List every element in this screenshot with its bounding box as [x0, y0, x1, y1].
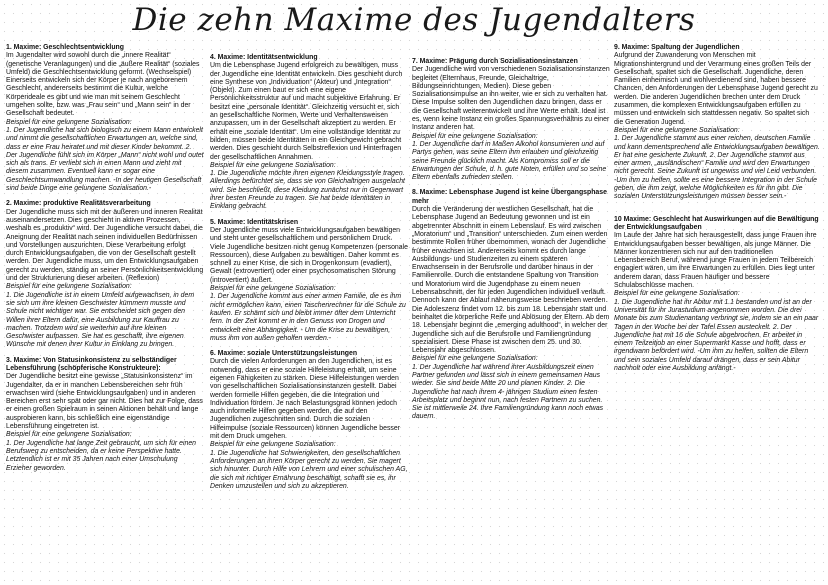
maxim-heading: 9. Maxime: Spaltung der Jugendlichen: [614, 44, 740, 51]
maxim-heading: 3. Maxime: Von Statusinkonsistenz zu selbständiger Lebensführung (schöpferische Konstrukteure):: [6, 356, 177, 372]
maxim-heading: 7. Maxime: Prägung durch Sozialisationsinstanzen: [412, 58, 578, 65]
example-text: 1. Die Jugendliche möchte ihren eigenen Kleidungsstyle tragen. Allerdings befürchtet sie, dass sie von Gleichaltrigen ausgelacht wird. Sie beschließt, diese Kleidung zunächst nur in Gegenwart ihrer besten Freunde zu tragen. Sie hat beide Identitäten in Einklang gebracht.: [210, 170, 405, 211]
maxim-6: [210, 350, 408, 491]
maxim-3: [6, 357, 204, 473]
example-label: Beispiel für eine gelungene Sozialisation:: [210, 285, 336, 293]
example-label: Beispiel für eine gelungene Sozialisation:: [6, 118, 132, 126]
maxim-2: [6, 200, 204, 349]
maxim-body: Im Jugendalter wird sowohl durch die „innere Realität“ (genetische Veranlagungen) und die „äußere Realität“ (soziales Umfeld) die Geschlechtsentwicklung geformt. (Wechselspiel) Einerseits entwickeln sich der Körper je nach angeborenem Geschlecht, andererseits bestimmt die Kultur, welche Körperideale es gibt und wie man mit seinem Geschlecht umgehen sollte, bzw. was „Frau sein“ und „Mann sein“ in der Gesellschaft bedeutet.: [6, 52, 200, 118]
example-label: Beispiel für eine gelungene Sozialisation:: [412, 132, 538, 140]
maxim-body: Der Jugendliche wird von verschiedenen Sozialisationsinstanzen begleitet (Elternhaus, Freunde, Gleichaltrige, Bildungseinrichtungen, Medien). Diese geben Sozialisationsimpulse an ihn weiter, wie er sich zu verhalten hat. Diese Impulse sollten den Jugendlichen dazu bringen, dass er die Gesellschaft weiterentwickelt und ihre Werte erhält. Ideal ist es, wenn keine Instanz ein großes Spannungsverhältnis zu einer Instanz anderen hat.: [412, 66, 610, 132]
example-text: 1. Der Jugendliche hat während ihrer Ausbildungszeit einen Partner gefunden und lässt sich in einem gemeinsamen Haus wieder. Sie sind beide Mitte 20 und planen Kinder. 2. Die Jugendliche hat nach ihrem 4- jährigen Studium einen festen Arbeitsplatz und beginnt nun, nach festen Partnern zu suchen. Sie ist mittlerweile 24. Ihre Familiengründung kann noch etwas dauern.: [412, 363, 604, 421]
column-3: [412, 58, 610, 429]
maxim-10: [614, 216, 820, 374]
example-text: 1. Die Jugendliche ist in einem Umfeld aufgewachsen, in dem sie sich um ihre kleinen Geschwister kümmern musste und Schule nicht wichtiger war. Sie entscheidet sich gegen den Willen ihrer Eltern dafür, eine Ausbildung zur Kauffrau zu machen. Trotzdem wird sie weiterhin auf ihre kleinen Geschwister aufpassen. Sie hat es geschafft, ihre eigenen Wünsche mit denen ihrer Kultur in Einklang zu bringen.: [6, 291, 195, 349]
maxim-body: Aufgrund der Zuwanderung von Menschen mit Migrationshintergrund und der Verarmung eines großen Teils der Gesellschaft, spaltet sich die Gesellschaft. Jugendliche, deren Familien einheimisch und wohlverdienend sind, haben bessere Chancen, den Anforderungen der Lebensphase Jugend gerecht zu werden. Die anderen Jugendlichen brechen unter dem Druck zusammen, die komplexen Entwicklungsaufgaben erfüllen zu müssen und entwickeln sich stattdessen negativ. So spaltet sich die Generation Jugend.: [614, 52, 818, 126]
maxim-heading: 10 Maxime: Geschlecht hat Auswirkungen auf die Bewältigung der Entwicklungsaufgaben: [614, 215, 819, 231]
maxim-heading: 2. Maxime: produktive Realitätsverarbeitung: [6, 200, 151, 208]
example-text: 1. Die Jugendliche hat ihr Abitur mit 1.1 bestanden und ist an der Universität für ihr Jurastudium angenommen worden. Die drei Monate bis zum Studienantang verbringt sie, indem sie an ein paar Tagen in der Woche bei der Tafel Essen austeckelt. 2. Der Jugendliche hat mit 16 die Schule abgebrochen. Er arbeitet in einem Teilzeitjob an einer Supermarkt Kasse und hofft, dass er irgendwann befördert wird. -Um ihm zu helfen, sollten die Eltern und sein soziales Umfeld darauf drängen, dass er sein Abitur nachholt oder eine Ausbildung anfängt.-: [614, 298, 819, 372]
maxim-body: Um die Lebensphase Jugend erfolgreich zu bewältigen, muss der Jugendliche eine Identität entwickeln. Dies geschieht durch eine Synthese von „Individuation“ (Akteur) und „Integration“ (Objekt). Zum einen baut er sich eine eigene Persönlichkeitsstruktur auf und macht subjektive Erfahrung. Er besitzt eine „personale Identität“. Gleichzeitig versucht er, sich an gesellschaftliche Normen, Werte und Verhaltensweisen anzupassen, um in der Gesellschaft akzeptiert zu werden. Er erhält eine „soziale Identität“. Um eine vollständige Identität zu bilden, müssen beide Identitäten in ein Gleichgewicht gebracht werden. Dies geschieht durch Selbstreflexion und Hinterfragen der gesellschaftlichen Annahmen.: [210, 62, 403, 161]
example-text: 1. Der Jugendliche darf in Maßen Alkohol konsumieren und auf Partys gehen, was seine Eltern ihm erlauben und gleichzeitig seine Freunde glücklich macht. Als Kompromiss soll er die Erwartungen der Schule, d. h. gute Noten, erfüllen und so seine Eltern ebenfalls zufrieden stellen.: [412, 140, 607, 182]
column-2: [210, 54, 408, 498]
maxim-body: Der Jugendliche muss sich mit der äußeren und inneren Realität auseinandersetzen. Dies geschieht in aktiven Prozessen, weshalb es „produktiv“ wird. Der Jugendliche versucht dabei, die Aneignung der Realität nach seinen individuellen Bedürfnissen und Vorstellungen auszurichten. Diese Verarbeitung erfolgt durch Entwicklungsaufgaben, die von der Gesellschaft gestellt werden. Der Jugendliche muss, um den Entwicklungsaufgaben gerecht zu werden, ständig an seiner Persönlichkeitsentwicklung und der Strukturierung dieser arbeiten. (Reflexion): [6, 208, 204, 283]
example-text: 1. Der Jugendliche hat lange Zeit gebraucht, um sich für einen Berufsweg zu entscheiden, da er keine Perspektive hatte. Letztendlich ist er mit 35 Jahren nach einer Umschulung Erzieher geworden.: [6, 439, 196, 472]
example-text: 1. Der Jugendliche kommt aus einer armen Familie, die es ihm nicht ermöglichen kann, einen Taschenrechner für die Schule zu kaufen. Er schämt sich und bleibt immer öfter dem Unterricht fern. In der Zeit kommt er in den Genuss von Drogen und entwickelt eine Abhängigkeit. - Um die Krise zu bewältigen, muss ihm von außen geholfen werden.-: [210, 293, 406, 342]
maxim-heading: 5. Maxime: Identitätskrisen: [210, 218, 299, 226]
maxim-7: [412, 58, 610, 182]
column-4: [614, 44, 820, 380]
example-label: Beispiel für eine gelungene Sozialisation:: [6, 283, 132, 291]
example-text: 1. Die Jugendliche hat Schwierigkeiten, den gesellschaftlichen Anforderungen an ihren Körper gerecht zu werden. Sie magert sich hinunter. Durch Hilfe von Lehrern und einer schulischen AG, die sich mit richtiger Ernährung beschäftigt, schafft sie es, ihr Denken umzustellen und sich zu akzeptieren.: [210, 449, 408, 490]
maxim-9: [614, 44, 820, 202]
maxim-5: [210, 219, 408, 343]
maxim-heading: 8. Maxime: Lebensphase Jugend ist keine Übergangsphase mehr: [412, 189, 607, 205]
example-label: Beispiel für eine gelungene Sozialisation:: [614, 290, 740, 298]
maxim-body: Der Jugendliche besitzt eine gewisse „Statusinkonsistenz“ im Jugendalter, da er in manchen Lebensbereichen sehr früh erwachsen wird (siehe Entwicklungsaufgaben) und in anderen Bereichen erst sehr spät oder gar nicht. Dies hat zur Folge, dass er einen großen Spielraum in seinen Aktionen behält und lange ausprobieren kann, bis schließlich eine eigenständige Lebensführung eingetreten ist.: [6, 373, 203, 431]
example-text: 1. Der Jugendliche stammt aus einer reichen, deutschen Familie und kann dementsprechend alle Entwicklungsaufgaben bewältigen. Er hat eine gesicherte Zukunft. 2. Der Jugendliche stammt aus einer armen, „ausländischen“ Familie und wird den Erwartungen nicht gerecht. Seine Zukunft ist ungewiss und viel Leid verbunden. -Um ihm zu helfen, sollte es eine bessere Integration in der Schule geben, die ihm zeigt, welche Möglichkeiten es für ihn gibt. Die sozialen Unterstützungsleistungen müssen besser sein.-: [614, 135, 820, 201]
maxim-4: [210, 54, 408, 212]
maxim-heading: 6. Maxime: soziale Unterstützungsleistungen: [210, 350, 358, 358]
example-label: Beispiel für eine gelungene Sozialisation:: [210, 161, 336, 169]
example-label: Beispiel für eine gelungene Sozialisation:: [614, 126, 740, 134]
example-label: Beispiel für eine gelungene Sozialisation:: [412, 355, 538, 363]
maxim-body: Durch die Veränderung der westlichen Gesellschaft, hat die Lebensphase Jugend an Bedeutung gewonnen und ist ein abgetrennter Abschnitt in einem Lebenslauf. Es wird zwischen „Moratorium“ und „Transition“ unterschieden. Zum einen werden bestimmte Rollen früher übernommen, wonach der Jugendliche früher erwachsen ist. Andererseits kommt es durch lange Ausbildungs- und Studienzeiten zu einem späteren Erwachsensein in der Berufsrolle und darüber hinaus in der Familienrolle. Durch die entstandene Spaltung von Transition und Moratorium wird die Jugendphase zu einem neuen Lebensabschnitt, der für jeden Jugendlichen individuell verläuft. Dennoch kann der Ablauf näherungsweise beschrieben werden. Die Adoleszenz findet vom 12. bis zum 18. Lebensjahr statt und beinhaltet die körperliche Reife und Ablösung der Eltern. Ab dem 18. Lebensjahr beginnt die „emerging adulthood“, in welcher der Jugendliche sich auf die Berufsrolle und Familiengründung spezialisiert. Diese Phase ist zwischen dem 25. und 30. Lebensjahr abgeschlossen.: [412, 206, 610, 355]
maxim-heading: 4. Maxime: Identitätsentwicklung: [210, 54, 318, 61]
column-1: [6, 44, 204, 480]
page-title: Die zehn Maxime des Jugendalters: [132, 2, 696, 38]
maxim-heading: 1. Maxime: Geschlechtsentwicklung: [6, 44, 124, 51]
maxim-8: [412, 189, 610, 421]
maxim-body: Durch die vielen Anforderungen an den Jugendlichen, ist es notwendig, dass er eine soziale Hilfeleistung erhält, um seine eigenen Fähigkeiten zu stärken. Diese Hilfeleistungen werden von gesellschaftlichen Sozialisationsinstanzen gestellt. Dabei werden formelle Hilfen gegeben, die die Integration und Individuation fördern. Je nach Belastungsgrad können jedoch auch informelle Hilfen gegeben werden, die auf den Jugendlichen zugeschnitten sind. Durch die sozialen Hilfeimpulse (soziale Ressourcen) können Jugendliche besser mit dem Druck umgehen.: [210, 358, 400, 441]
maxim-body: Im Laufe der Jahre hat sich herausgestellt, dass junge Frauen ihre Entwicklungsaufgaben besser bewältigen, als junge Männer. Die Männer konzentrieren sich nur auf den traditionellen Lebensbereich Beruf, während junge Frauen in jedem Teilbereich engagiert wären, um ihre Erwartungen zu erfüllen. Dies liegt unter anderem daran, dass Frauen häufiger und bessere Schulabschlüsse machen.: [614, 232, 817, 290]
maxim-1: [6, 44, 204, 193]
example-label: Beispiel für eine gelungene Sozialisation:: [6, 431, 132, 439]
example-text: 1. Der Jugendliche hat sich biologisch zu einem Mann entwickelt und nimmt die gesellschaftlichen Erwartungen an, welche sind, dass er eine Frau heiratet und mit dieser Kinder bekommt. 2. Der Jugendliche fühlt sich im Körper „Mann“ nicht wohl und outet sich als trans. Er verliebt sich in einen Mann und zieht mit diesem zusammen. Eventuell kann er sogar eine Geschlechtsumwandlung machen. -In der heutigen Gesellschaft sind beide Dinge eine gelungene Sozialisation.-: [6, 126, 204, 193]
example-label: Beispiel für eine gelungene Sozialisation:: [210, 441, 336, 449]
maxim-body: Der Jugendliche muss viele Entwicklungsaufgaben bewältigen und steht unter gesellschaftlichem und persönlichem Druck. Viele Jugendliche besitzen nicht genug Kompetenzen (personale Ressourcen), diese Aufgaben zu bewältigen. Daher kommt es schnell zu einer Krise, die sich in Drogenkonsum (evadiert), Gewalt (extrovertiert) oder einer psychosomatischen Störung (introvertiert) äußert.: [210, 226, 408, 284]
